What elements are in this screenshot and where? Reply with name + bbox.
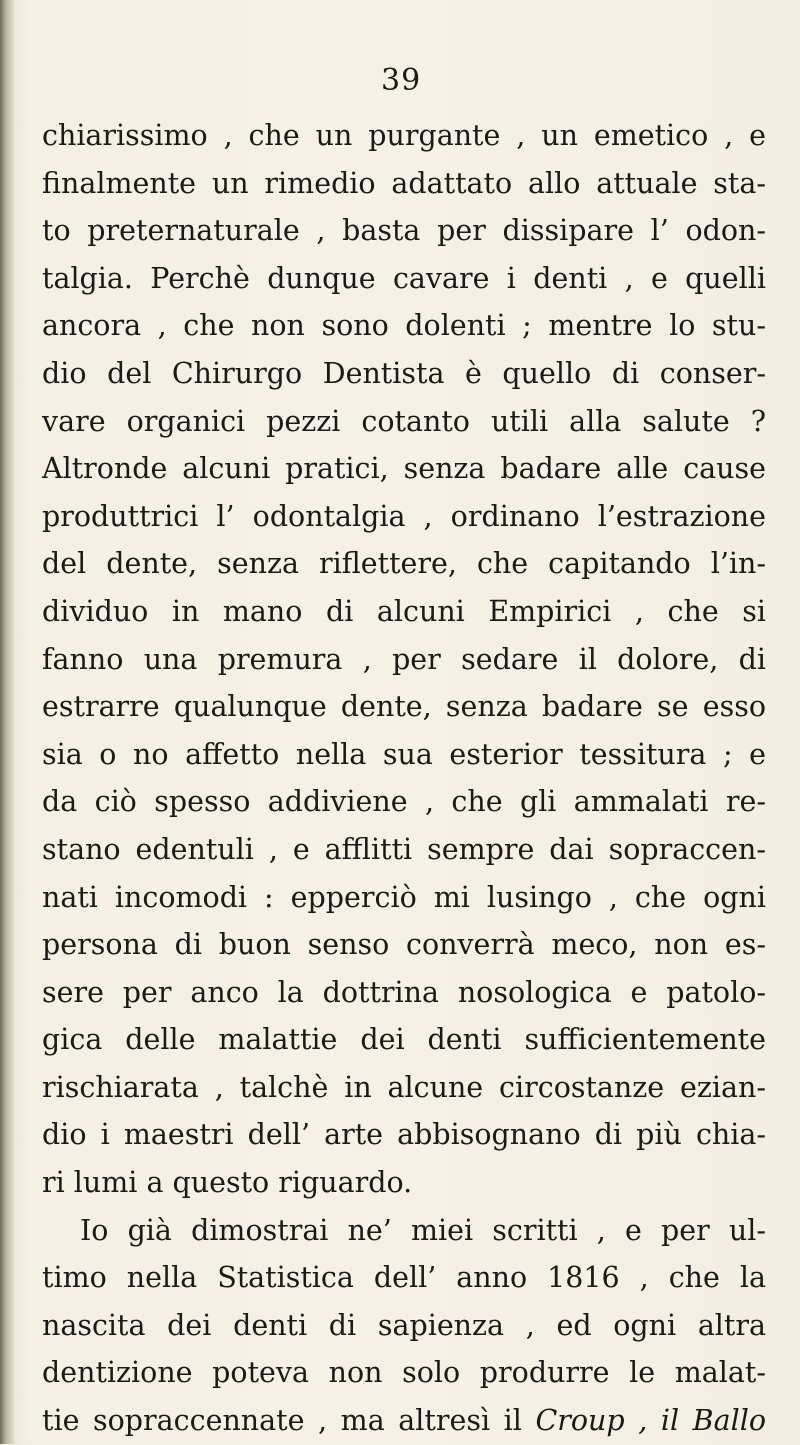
page-number: 39 bbox=[381, 63, 422, 98]
last-line-italic-text: Croup , il Ballo bbox=[535, 1404, 767, 1438]
text-line: stano edentuli , e afflitti sempre dai sopraccen- bbox=[42, 832, 766, 866]
text-line: dio i maestri dell’ arte abbisognano di più chia- bbox=[42, 1118, 766, 1152]
paragraph-start-line: Io già dimostrai ne’ miei scritti , e per ul- bbox=[80, 1213, 766, 1247]
text-line: nati incomodi : epperciò mi lusingo , che ogni bbox=[42, 880, 766, 914]
text-line: rischiarata , talchè in alcune circostanze ezian- bbox=[42, 1070, 766, 1104]
body-text bbox=[42, 112, 766, 1445]
text-line: vare organici pezzi cotanto utili alla salute ? bbox=[42, 404, 766, 438]
text-line: sere per anco la dottrina nosologica e patolo- bbox=[42, 975, 766, 1009]
text-line: dio del Chirurgo Dentista è quello di conser- bbox=[42, 356, 766, 390]
text-line: da ciò spesso addiviene , che gli ammalati re- bbox=[42, 785, 766, 819]
text-line: persona di buon senso converrà meco, non es- bbox=[42, 928, 766, 962]
text-line: dentizione poteva non solo produrre le malat- bbox=[42, 1356, 766, 1390]
text-line: fanno una premura , per sedare il dolore, di bbox=[42, 642, 766, 676]
text-line: talgia. Perchè dunque cavare i denti , e quelli bbox=[42, 261, 766, 295]
text-line: timo nella Statistica dell’ anno 1816 , che la bbox=[42, 1261, 766, 1295]
text-line: del dente, senza riflettere, che capitando l’in- bbox=[42, 547, 766, 581]
last-line-text: tie sopraccennate , ma altresì il bbox=[42, 1404, 536, 1438]
paragraph-end-line: ri lumi a questo riguardo. bbox=[42, 1166, 413, 1200]
last-text-line bbox=[42, 1397, 766, 1445]
text-line: dividuo in mano di alcuni Empirici , che si bbox=[42, 594, 766, 628]
text-line: chiarissimo , che un purgante , un emetico , e bbox=[42, 119, 766, 152]
text-line: estrarre qualunque dente, senza badare se esso bbox=[42, 690, 766, 724]
text-line: ancora , che non sono dolenti ; mentre lo stu- bbox=[42, 309, 766, 343]
text-line: finalmente un rimedio adattato allo attuale sta- bbox=[42, 166, 766, 200]
text-line: sia o no affetto nella sua esterior tessitura ; e bbox=[42, 737, 766, 771]
text-line: Altronde alcuni pratici, senza badare alle cause bbox=[42, 452, 766, 486]
text-line: to preternaturale , basta per dissipare l’ odon- bbox=[42, 214, 766, 248]
text-line: nascita dei denti di sapienza , ed ogni altra bbox=[42, 1308, 766, 1342]
text-line: produttrici l’ odontalgia , ordinano l’estrazione bbox=[42, 499, 766, 533]
text-line: gica delle malattie dei denti sufficientemente bbox=[42, 1023, 766, 1057]
binding-gutter bbox=[0, 0, 14, 1444]
